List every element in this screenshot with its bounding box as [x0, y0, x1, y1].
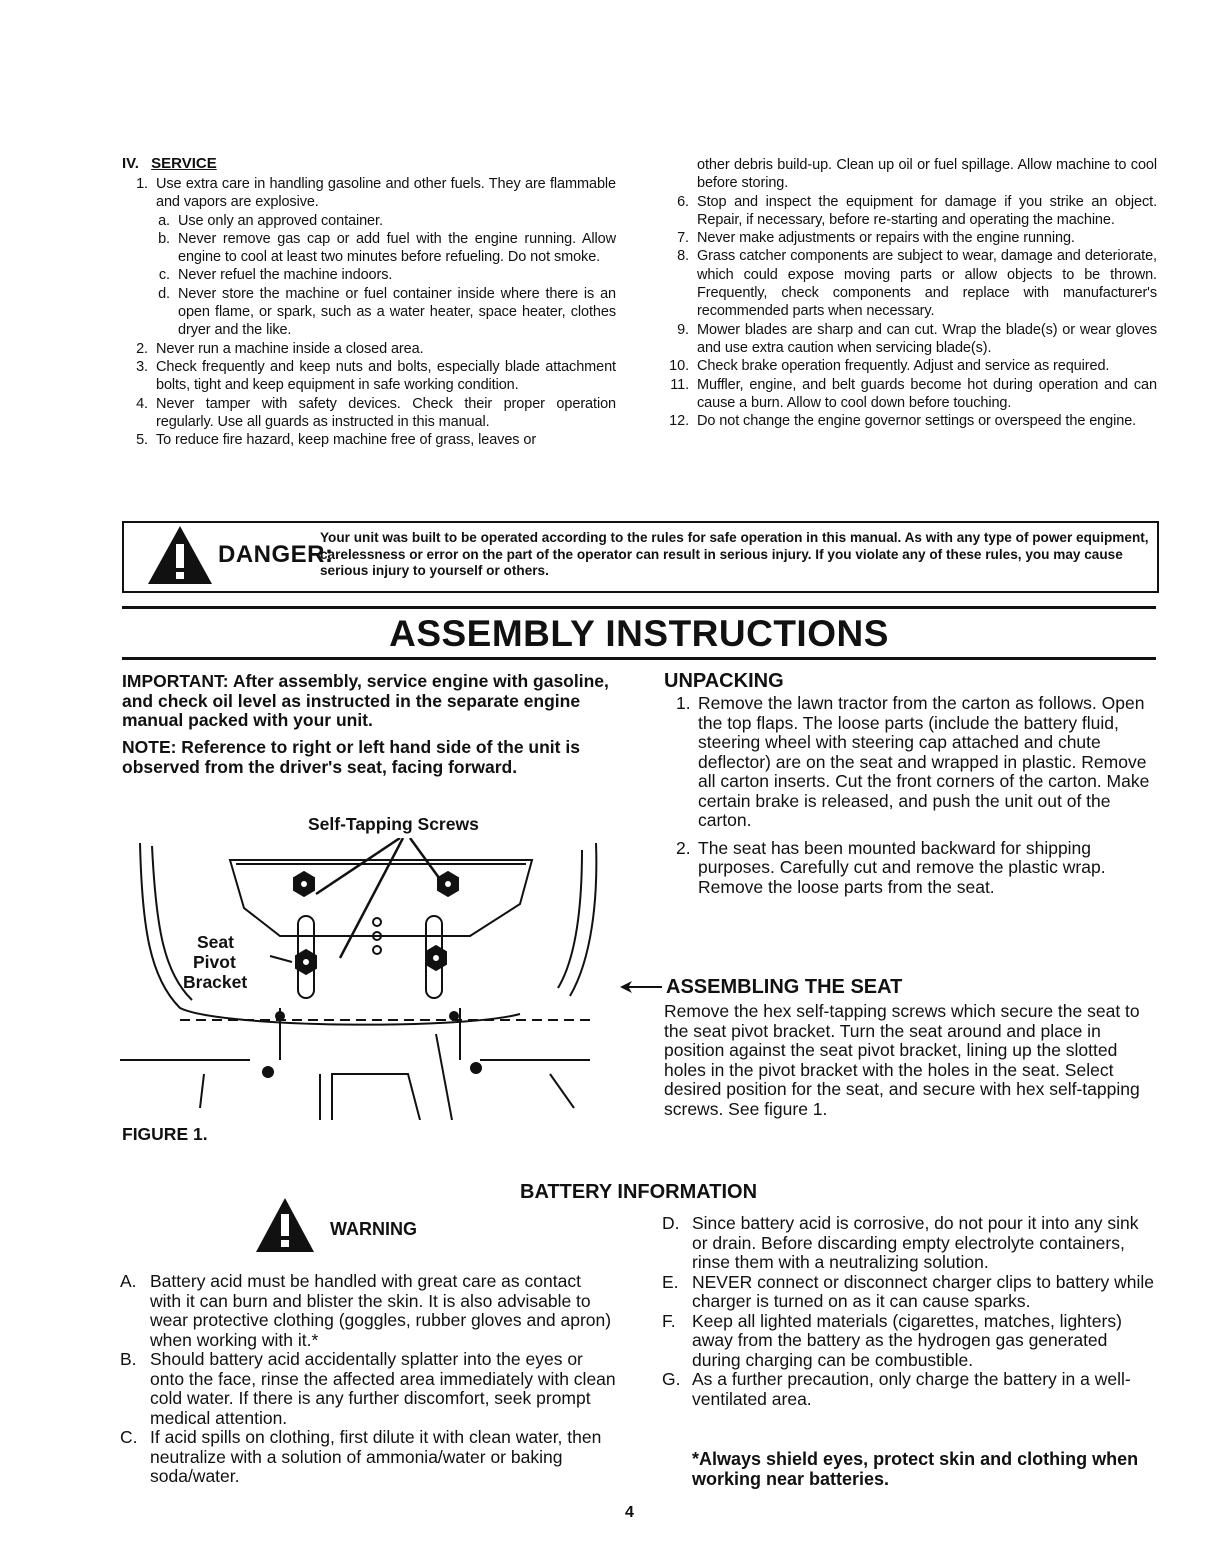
service-item-1c: c. Never refuel the machine indoors.	[158, 267, 393, 284]
unpacking-step-1: 1. Remove the lawn tractor from the carton as follows. Open the top flaps. The loose parts (include the battery fluid, steering wheel with steering cap attached and chute deflector) are on the seat and wrapped in plastic. Remove all carton inserts. Cut the front corners of the carton. Make certain brake is released, and push the unit out of the carton.	[676, 693, 1150, 830]
battery-right-list	[662, 1214, 1158, 1409]
service-item-7: 7. Never make adjustments or repairs with the engine running.	[677, 230, 1075, 247]
unpacking-step-2: 2. The seat has been mounted backward for shipping purposes. Carefully cut and remove the plastic wrap. Remove the loose parts from the seat.	[676, 837, 1106, 897]
battery-item-g: G. As a further precaution, only charge the battery in a well-ventilated area.	[662, 1369, 1131, 1409]
divider-bottom	[122, 657, 1156, 660]
danger-text: Your unit was built to be operated according to the rules for safe operation in this manual. As with any type of power equipment, carelessness or error on the part of the operator can result in serious injury. If you violate any of these rules, you may cause serious injury to yourself or others.	[320, 530, 1149, 578]
service-item-12: 12. Do not change the engine governor settings or overspeed the engine.	[669, 413, 1137, 430]
danger-label: DANGER:	[218, 541, 334, 568]
service-heading	[122, 155, 217, 172]
battery-item-b: B. Should battery acid accidentally splatter into the eyes or onto the face, rinse the affected area immediately with clean cold water. If there is any further discomfort, seek prompt medical attention.	[120, 1349, 616, 1428]
battery-item-e: E. NEVER connect or disconnect charger clips to battery while charger is turned on as it can cause sparks.	[662, 1271, 1155, 1311]
unpacking-heading: UNPACKING	[664, 670, 784, 692]
service-item-3: 3. Check frequently and keep nuts and bolts, especially blade attachment bolts, tight and keep equipment in safe working condition.	[136, 358, 616, 394]
service-heading-title: SERVICE	[151, 155, 217, 172]
service-item-1d: d. Never store the machine or fuel container inside where there is an open flame, or spark, such as a water heater, space heater, clothes dryer and the like.	[158, 285, 616, 339]
service-item-10: 10. Check brake operation frequently. Adjust and service as required.	[669, 358, 1110, 375]
service-item-5-continued: other debris build-up. Clean up oil or fuel spillage. Allow machine to cool before storing.	[697, 157, 1157, 192]
service-item-9: 9. Mower blades are sharp and can cut. Wrap the blade(s) or wear gloves and use extra caution when servicing blade(s).	[677, 321, 1157, 356]
service-item-4: 4. Never tamper with safety devices. Check their proper operation regularly. Use all guards as instructed in this manual.	[136, 395, 616, 430]
seat-instructions: Remove the hex self-tapping screws which secure the seat to the seat pivot bracket. Turn the seat around and place in position against the seat pivot bracket, lining up the slotted holes in the pivot bracket with the holes in the seat. Select desired position for the seat, and secure with hex self-tapping screws. See figure 1.	[664, 1001, 1140, 1119]
important-note: IMPORTANT: After assembly, service engine with gasoline, and check oil level as instructed in the separate engine manual packed with your unit.	[122, 671, 609, 730]
assembly-title: ASSEMBLY INSTRUCTIONS	[389, 613, 889, 654]
warning-label: WARNING	[330, 1219, 417, 1239]
warning-triangle-icon	[254, 1196, 316, 1254]
warning-triangle-icon	[146, 524, 214, 586]
figure-caption: FIGURE 1.	[122, 1124, 208, 1144]
service-right-list	[663, 156, 1157, 430]
battery-footnote: *Always shield eyes, protect skin and clothing when working near batteries.	[692, 1449, 1139, 1489]
battery-item-d: D. Since battery acid is corrosive, do not pour it into any sink or drain. Before discarding empty electrolyte containers, rinse them with a neutralizing solution.	[662, 1213, 1139, 1272]
service-item-5: 5. To reduce fire hazard, keep machine free of grass, leaves or	[136, 432, 537, 449]
service-item-6: 6. Stop and inspect the equipment for damage if you strike an object. Repair, if necessary, before re-starting and operating the machine.	[677, 193, 1157, 228]
service-left-list	[122, 175, 616, 449]
service-item-1: 1. Use extra care in handling gasoline and other fuels. They are flammable and vapors are explosive.	[136, 176, 616, 211]
divider-top	[122, 606, 1156, 609]
battery-heading: BATTERY INFORMATION	[520, 1181, 758, 1203]
battery-left-list	[120, 1272, 616, 1487]
orientation-note: NOTE: Reference to right or left hand side of the unit is observed from the driver's seat, facing forward.	[122, 737, 580, 777]
left-arrow-icon	[618, 980, 664, 994]
service-item-2: 2. Never run a machine inside a closed area.	[136, 340, 424, 357]
unpacking-list	[660, 694, 1156, 897]
page-number: 4	[625, 1504, 634, 1521]
service-item-11: 11. Muffler, engine, and belt guards become hot during operation and can cause a burn. Allow to cool down before touching.	[670, 376, 1157, 411]
service-heading-number: IV.	[122, 155, 139, 172]
service-item-1a: a. Use only an approved container.	[158, 212, 383, 229]
service-item-8: 8. Grass catcher components are subject to wear, damage and deteriorate, which could expose moving parts or allow objects to be thrown. Frequently, check components and replace with manufacturer's recommended parts when necessary.	[677, 248, 1157, 320]
battery-item-c: C. If acid spills on clothing, first dilute it with clean water, then neutralize with a solution of ammonia/water or baking soda/water.	[120, 1427, 602, 1486]
battery-item-f: F. Keep all lighted materials (cigarettes, matches, lighters) away from the battery as the hydrogen gas generated during charging can be combustible.	[662, 1310, 1122, 1370]
seat-heading: ASSEMBLING THE SEAT	[666, 976, 903, 998]
service-item-1b: b. Never remove gas cap or add fuel with the engine running. Allow engine to cool at least two minutes before refueling. Do not smoke.	[158, 230, 616, 266]
self-tapping-screws-label: Self-Tapping Screws	[308, 814, 479, 834]
seat-pivot-bracket-label: Seat Pivot Bracket	[183, 932, 248, 992]
battery-item-a: A. Battery acid must be handled with great care as contact with it can burn and blister the skin. It is also advisable to wear protective clothing (goggles, rubber gloves and apron) when working with it.*	[120, 1271, 612, 1350]
